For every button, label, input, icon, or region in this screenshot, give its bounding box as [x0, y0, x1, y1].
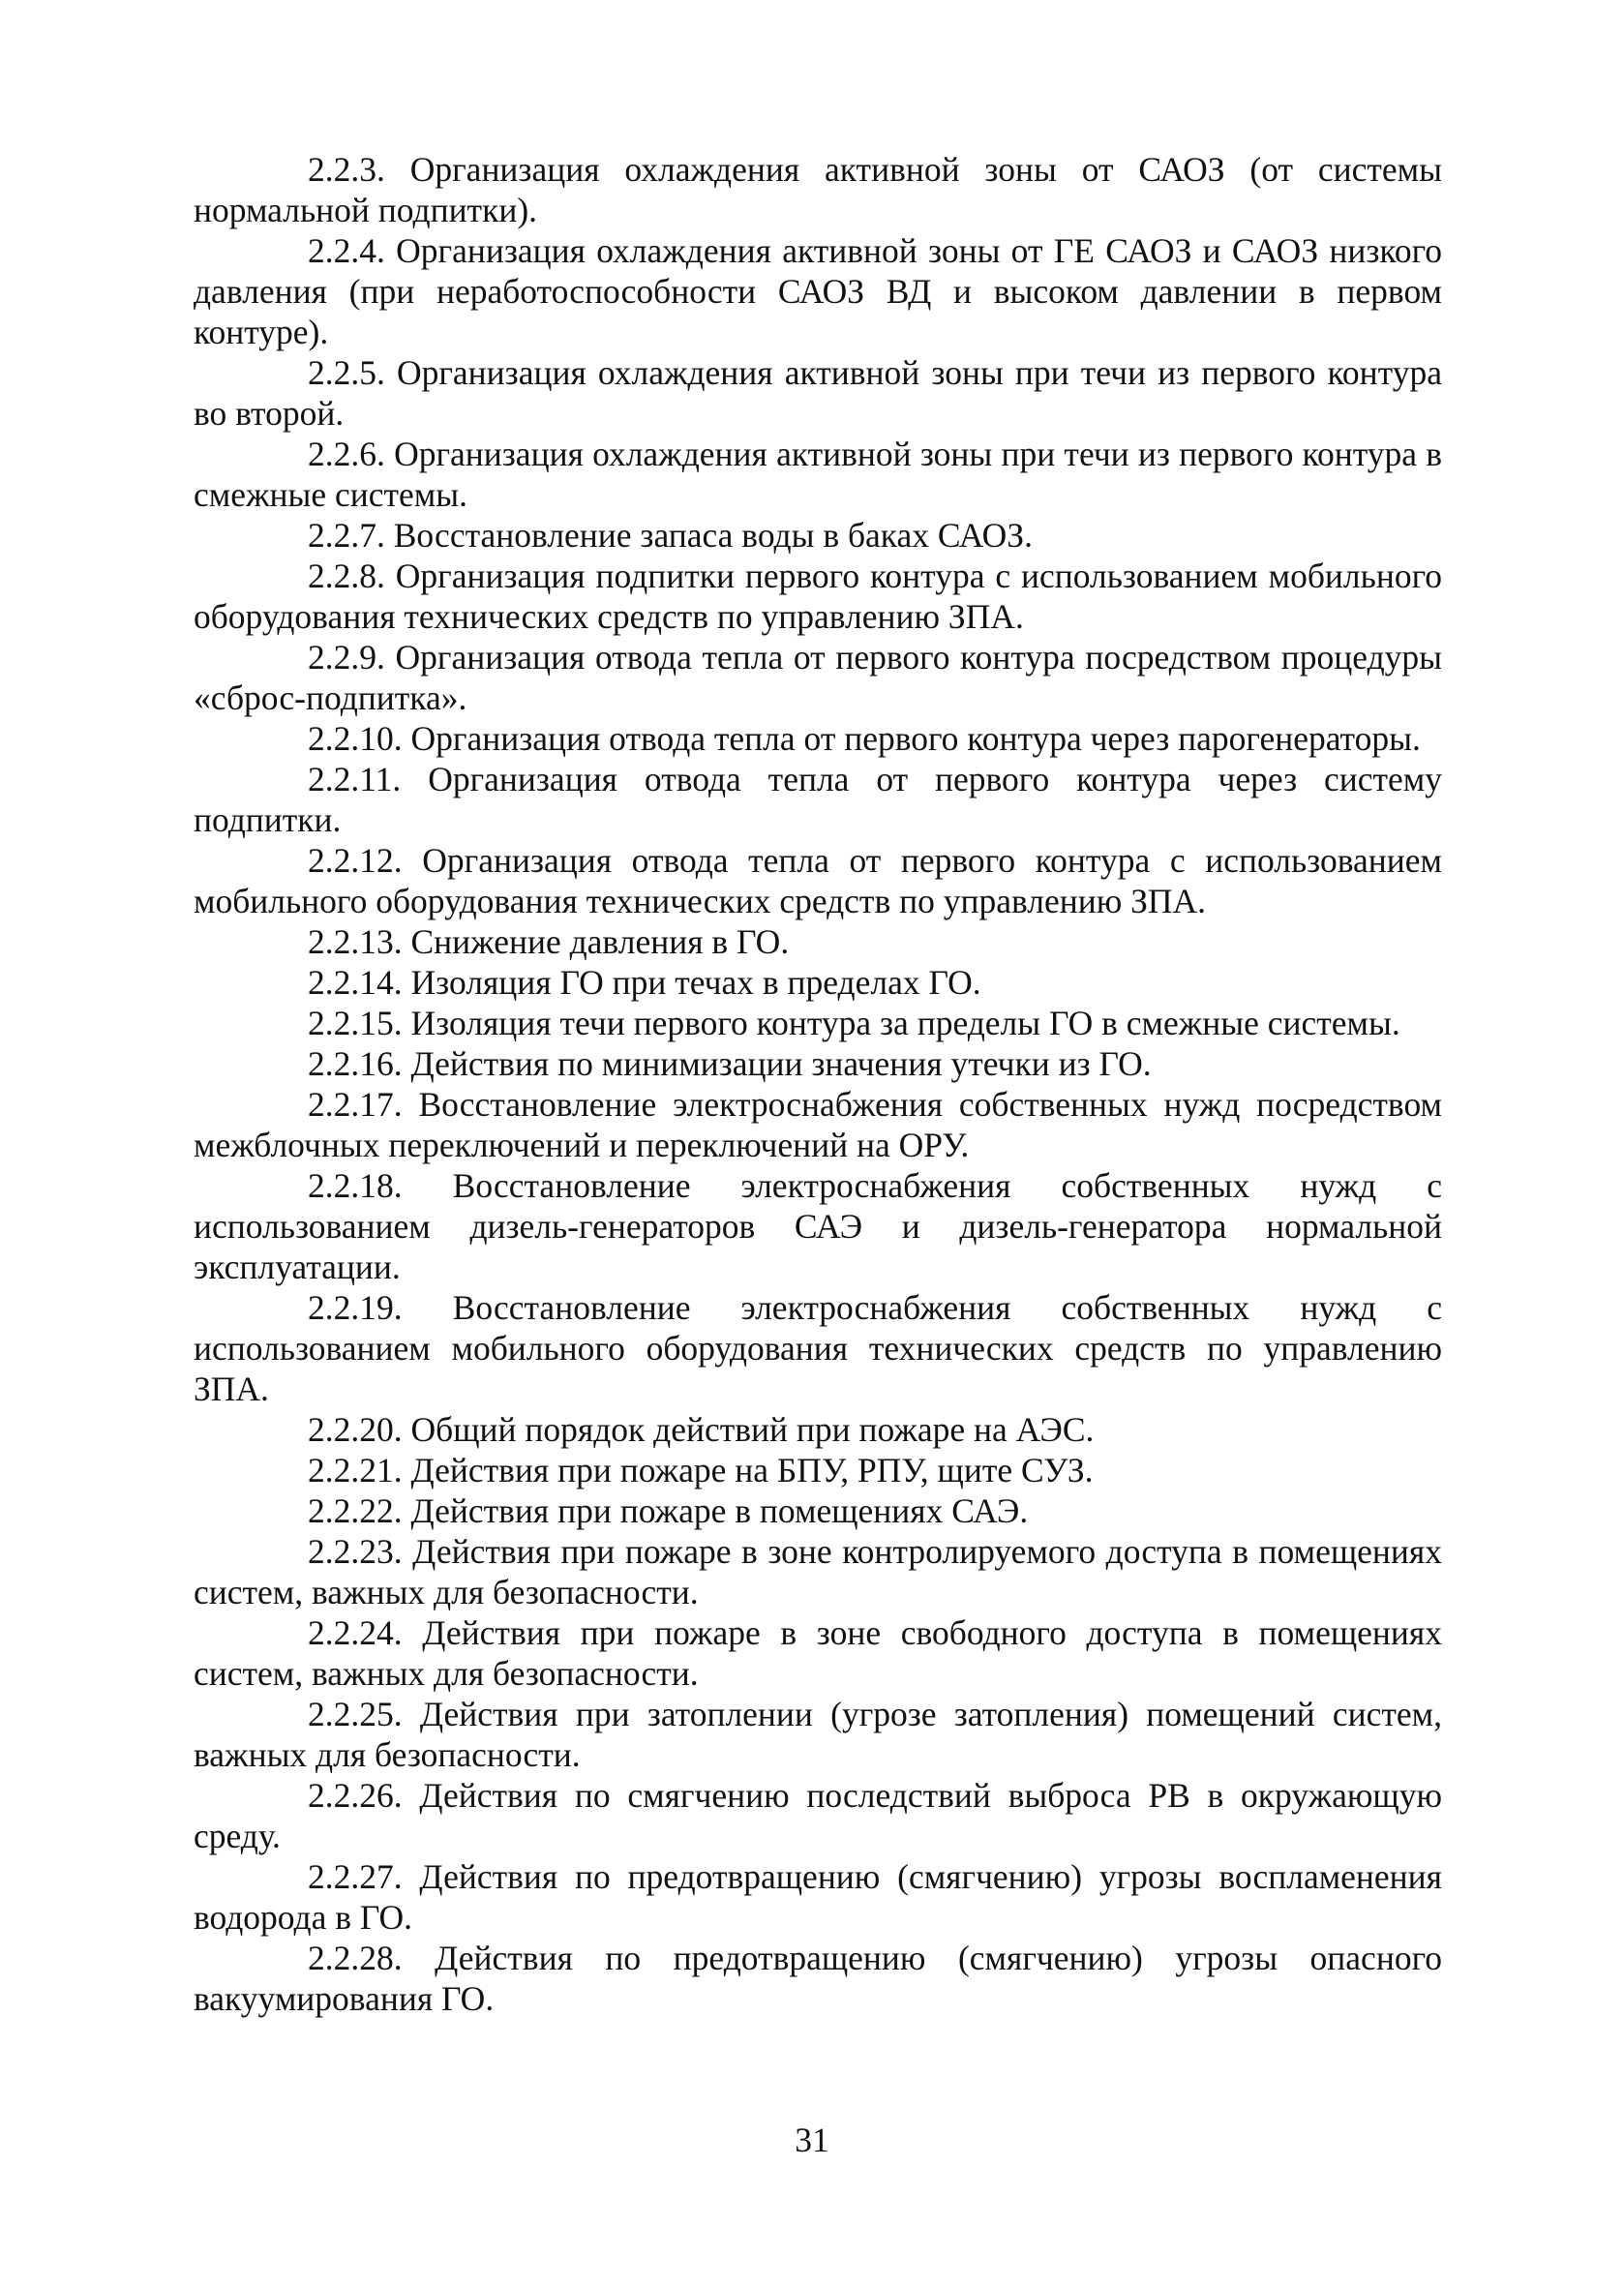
list-item: 2.2.5. Организация охлаждения активной зоны при течи из первого контура во второй. [194, 353, 1442, 433]
list-item: 2.2.20. Общий порядок действий при пожаре на АЭС. [308, 1410, 1095, 1449]
list-item: 2.2.25. Действия при затоплении (угрозе затопления) помещений систем, важных для безопасности. [194, 1695, 1442, 1774]
list-item: 2.2.3. Организация охлаждения активной зоны от САОЗ (от системы нормальной подпитки). [194, 150, 1442, 229]
list-item: 2.2.22. Действия при пожаре в помещениях САЭ. [308, 1491, 1029, 1530]
list-item: 2.2.8. Организация подпитки первого контура с использованием мобильного оборудования технических средств по управлению ЗПА. [194, 557, 1442, 636]
list-item: 2.2.27. Действия по предотвращению (смягчению) угрозы воспламенения водорода в ГО. [194, 1857, 1442, 1937]
list-item: 2.2.19. Восстановление электроснабжения собственных нужд с использованием мобильного оборудования технических средств по управлению ЗПА. [194, 1288, 1442, 1408]
list-item: 2.2.18. Восстановление электроснабжения собственных нужд с использованием дизель-генераторов САЭ и дизель-генератора нормальной эксплуатации. [194, 1166, 1442, 1286]
list-item: 2.2.28. Действия по предотвращению (смягчению) угрозы опасного вакуумирования ГО. [194, 1939, 1442, 2018]
list-item: 2.2.21. Действия при пожаре на БПУ, РПУ, щите СУЗ. [308, 1451, 1094, 1490]
list-item: 2.2.12. Организация отвода тепла от первого контура с использованием мобильного оборудования технических средств по управлению ЗПА. [194, 841, 1442, 920]
list-item: 2.2.10. Организация отвода тепла от первого контура через парогенераторы. [308, 719, 1421, 758]
list-item: 2.2.24. Действия при пожаре в зоне свободного доступа в помещениях систем, важных для безопасности. [194, 1613, 1442, 1693]
list-item: 2.2.14. Изоляция ГО при течах в пределах ГО. [308, 963, 981, 1002]
list-item: 2.2.15. Изоляция течи первого контура за пределы ГО в смежные системы. [308, 1004, 1400, 1042]
list-item: 2.2.6. Организация охлаждения активной зоны при течи из первого контура в смежные системы. [194, 435, 1442, 514]
page-number: 31 [795, 2121, 829, 2159]
list-item: 2.2.4. Организация охлаждения активной зоны от ГЕ САОЗ и САОЗ низкого давления (при неработоспособности САОЗ ВД и высоком давлении в первом контуре). [194, 231, 1442, 351]
list-item: 2.2.9. Организация отвода тепла от первого контура посредством процедуры «сброс-подпитка». [194, 638, 1442, 717]
list-item: 2.2.13. Снижение давления в ГО. [308, 922, 790, 961]
list-item: 2.2.11. Организация отвода тепла от первого контура через систему подпитки. [194, 760, 1442, 839]
list-item: 2.2.17. Восстановление электроснабжения собственных нужд посредством межблочных переключений и переключений на ОРУ. [194, 1085, 1442, 1164]
list-item: 2.2.23. Действия при пожаре в зоне контролируемого доступа в помещениях систем, важных для безопасности. [194, 1532, 1442, 1611]
list-item: 2.2.16. Действия по минимизации значения утечки из ГО. [308, 1044, 1152, 1083]
list-item: 2.2.26. Действия по смягчению последствий выброса РВ в окружающую среду. [194, 1776, 1442, 1855]
list-item: 2.2.7. Восстановление запаса воды в баках САОЗ. [308, 516, 1033, 555]
document-body [194, 149, 1442, 2019]
